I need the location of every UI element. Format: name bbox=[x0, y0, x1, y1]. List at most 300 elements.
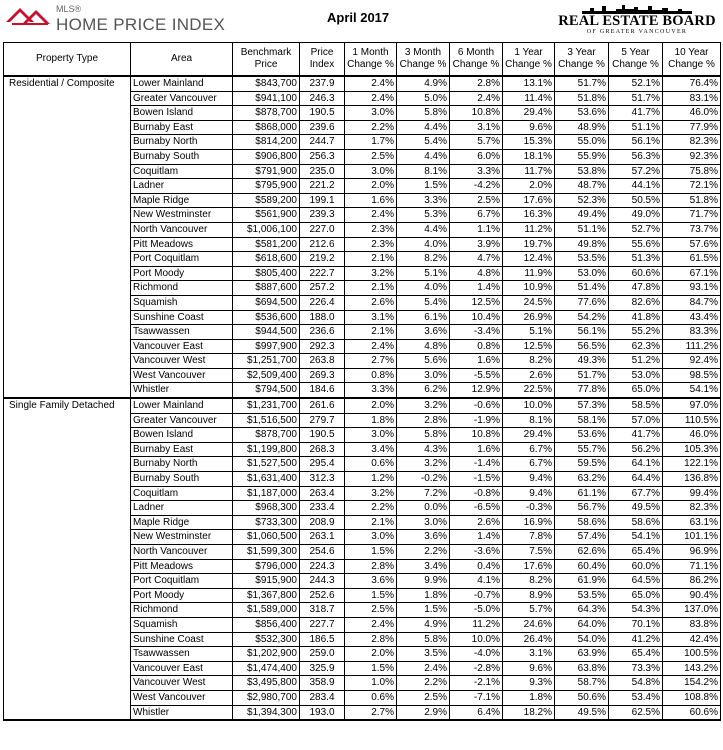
cell-area: Burnaby South bbox=[131, 472, 233, 487]
cell-5-year-change: 62.5% bbox=[609, 705, 663, 720]
cell-6-month-change: 1.4% bbox=[450, 530, 503, 545]
cell-5-year-change: 62.3% bbox=[609, 339, 663, 354]
cell-area: Pitt Meadows bbox=[131, 237, 233, 252]
cell-3-month-change: 5.8% bbox=[397, 106, 450, 121]
cell-area: Ladner bbox=[131, 501, 233, 516]
cell-6-month-change: 4.7% bbox=[450, 252, 503, 267]
cell-5-year-change: 65.0% bbox=[609, 383, 663, 398]
cell-6-month-change: 10.8% bbox=[450, 106, 503, 121]
cell-1-month-change: 2.5% bbox=[345, 149, 397, 164]
cell-5-year-change: 70.1% bbox=[609, 617, 663, 632]
cell-10-year-change: 82.3% bbox=[663, 135, 721, 150]
cell-1-year-change: 8.2% bbox=[503, 354, 555, 369]
cell-5-year-change: 55.2% bbox=[609, 325, 663, 340]
cell-6-month-change: -1.4% bbox=[450, 457, 503, 472]
cell-6-month-change: -6.5% bbox=[450, 501, 503, 516]
cell-10-year-change: 75.8% bbox=[663, 164, 721, 179]
cell-10-year-change: 154.2% bbox=[663, 676, 721, 691]
cell-5-year-change: 53.0% bbox=[609, 368, 663, 383]
cell-1-year-change: 8.2% bbox=[503, 574, 555, 589]
cell-1-year-change: 5.7% bbox=[503, 603, 555, 618]
cell-price-index: 263.1 bbox=[300, 530, 345, 545]
cell-6-month-change: 3.3% bbox=[450, 164, 503, 179]
cell-6-month-change: 10.4% bbox=[450, 310, 503, 325]
cell-6-month-change: -3.6% bbox=[450, 545, 503, 560]
cell-6-month-change: 4.1% bbox=[450, 574, 503, 589]
cell-6-month-change: -5.0% bbox=[450, 603, 503, 618]
cell-3-month-change: 3.2% bbox=[397, 398, 450, 413]
cell-3-year-change: 49.4% bbox=[555, 208, 609, 223]
cell-3-month-change: 1.8% bbox=[397, 588, 450, 603]
cell-benchmark-price: $1,599,300 bbox=[233, 545, 300, 560]
cell-3-month-change: 2.8% bbox=[397, 413, 450, 428]
cell-1-month-change: 0.6% bbox=[345, 457, 397, 472]
cell-area: New Westminster bbox=[131, 530, 233, 545]
cell-3-year-change: 52.3% bbox=[555, 193, 609, 208]
cell-5-year-change: 54.8% bbox=[609, 676, 663, 691]
cell-area: Burnaby East bbox=[131, 442, 233, 457]
cell-1-year-change: 17.6% bbox=[503, 193, 555, 208]
cell-benchmark-price: $618,600 bbox=[233, 252, 300, 267]
cell-3-year-change: 51.8% bbox=[555, 91, 609, 106]
cell-5-year-change: 49.0% bbox=[609, 208, 663, 223]
cell-1-year-change: -0.3% bbox=[503, 501, 555, 516]
cell-area: Vancouver West bbox=[131, 676, 233, 691]
cell-benchmark-price: $906,800 bbox=[233, 149, 300, 164]
column-header-3-month-change: 3 Month Change % bbox=[397, 43, 450, 77]
cell-3-month-change: 0.0% bbox=[397, 501, 450, 516]
column-header-price-index: Price Index bbox=[300, 43, 345, 77]
cell-3-year-change: 56.1% bbox=[555, 325, 609, 340]
cell-area: Maple Ridge bbox=[131, 193, 233, 208]
cell-price-index: 261.6 bbox=[300, 398, 345, 413]
cell-10-year-change: 43.4% bbox=[663, 310, 721, 325]
cell-1-month-change: 2.8% bbox=[345, 632, 397, 647]
cell-1-month-change: 2.7% bbox=[345, 354, 397, 369]
report-title: April 2017 bbox=[327, 10, 390, 25]
cell-10-year-change: 71.1% bbox=[663, 559, 721, 574]
cell-10-year-change: 90.4% bbox=[663, 588, 721, 603]
cell-5-year-change: 51.2% bbox=[609, 354, 663, 369]
cell-price-index: 279.7 bbox=[300, 413, 345, 428]
cell-1-year-change: 12.5% bbox=[503, 339, 555, 354]
cell-price-index: 188.0 bbox=[300, 310, 345, 325]
cell-1-month-change: 2.7% bbox=[345, 705, 397, 720]
cell-6-month-change: 0.8% bbox=[450, 339, 503, 354]
cell-1-month-change: 2.5% bbox=[345, 603, 397, 618]
cell-price-index: 227.7 bbox=[300, 617, 345, 632]
cell-3-month-change: 1.5% bbox=[397, 603, 450, 618]
cell-6-month-change: -2.1% bbox=[450, 676, 503, 691]
cell-benchmark-price: $796,000 bbox=[233, 559, 300, 574]
cell-1-year-change: 10.9% bbox=[503, 281, 555, 296]
cell-3-year-change: 62.6% bbox=[555, 545, 609, 560]
report-header bbox=[0, 0, 723, 42]
cell-1-month-change: 2.1% bbox=[345, 325, 397, 340]
cell-benchmark-price: $968,300 bbox=[233, 501, 300, 516]
cell-1-year-change: 7.8% bbox=[503, 530, 555, 545]
cell-6-month-change: 10.0% bbox=[450, 632, 503, 647]
cell-3-month-change: 5.3% bbox=[397, 208, 450, 223]
cell-1-month-change: 1.6% bbox=[345, 193, 397, 208]
cell-3-month-change: 5.4% bbox=[397, 295, 450, 310]
cell-benchmark-price: $1,060,500 bbox=[233, 530, 300, 545]
cell-price-index: 186.5 bbox=[300, 632, 345, 647]
cell-10-year-change: 92.4% bbox=[663, 354, 721, 369]
cell-6-month-change: 6.4% bbox=[450, 705, 503, 720]
cell-3-year-change: 51.7% bbox=[555, 76, 609, 91]
cell-3-year-change: 55.0% bbox=[555, 135, 609, 150]
cell-benchmark-price: $856,400 bbox=[233, 617, 300, 632]
cell-price-index: 236.6 bbox=[300, 325, 345, 340]
cell-3-month-change: 3.2% bbox=[397, 457, 450, 472]
cell-1-year-change: 12.4% bbox=[503, 252, 555, 267]
cell-benchmark-price: $878,700 bbox=[233, 428, 300, 443]
cell-3-month-change: 5.8% bbox=[397, 632, 450, 647]
cell-1-year-change: 17.6% bbox=[503, 559, 555, 574]
cell-price-index: 237.9 bbox=[300, 76, 345, 91]
cell-5-year-change: 56.2% bbox=[609, 442, 663, 457]
column-header-property-type: Property Type bbox=[4, 43, 131, 77]
cell-5-year-change: 55.6% bbox=[609, 237, 663, 252]
cell-6-month-change: -5.5% bbox=[450, 368, 503, 383]
cell-1-year-change: 13.1% bbox=[503, 76, 555, 91]
cell-1-year-change: 26.4% bbox=[503, 632, 555, 647]
cell-price-index: 268.3 bbox=[300, 442, 345, 457]
cell-1-year-change: 9.6% bbox=[503, 120, 555, 135]
cell-1-month-change: 2.4% bbox=[345, 91, 397, 106]
cell-1-month-change: 2.1% bbox=[345, 281, 397, 296]
cell-5-year-change: 58.6% bbox=[609, 515, 663, 530]
cell-1-month-change: 1.8% bbox=[345, 413, 397, 428]
cell-1-month-change: 3.2% bbox=[345, 266, 397, 281]
cell-3-year-change: 57.4% bbox=[555, 530, 609, 545]
cell-3-year-change: 48.7% bbox=[555, 179, 609, 194]
cell-benchmark-price: $1,251,700 bbox=[233, 354, 300, 369]
cell-3-year-change: 53.5% bbox=[555, 588, 609, 603]
cell-3-month-change: 5.1% bbox=[397, 266, 450, 281]
cell-area: Port Coquitlam bbox=[131, 252, 233, 267]
cell-6-month-change: -4.0% bbox=[450, 647, 503, 662]
cell-1-year-change: 5.1% bbox=[503, 325, 555, 340]
cell-5-year-change: 57.0% bbox=[609, 413, 663, 428]
cell-10-year-change: 46.0% bbox=[663, 106, 721, 121]
cell-3-month-change: 2.9% bbox=[397, 705, 450, 720]
cell-5-year-change: 58.5% bbox=[609, 398, 663, 413]
cell-1-year-change: 9.6% bbox=[503, 661, 555, 676]
cell-1-year-change: 2.6% bbox=[503, 368, 555, 383]
cell-10-year-change: 97.0% bbox=[663, 398, 721, 413]
cell-3-year-change: 60.4% bbox=[555, 559, 609, 574]
cell-6-month-change: 1.4% bbox=[450, 281, 503, 296]
cell-area: North Vancouver bbox=[131, 545, 233, 560]
cell-3-year-change: 61.9% bbox=[555, 574, 609, 589]
cell-benchmark-price: $1,527,500 bbox=[233, 457, 300, 472]
cell-3-year-change: 53.0% bbox=[555, 266, 609, 281]
cell-1-month-change: 3.6% bbox=[345, 574, 397, 589]
cell-1-month-change: 1.5% bbox=[345, 661, 397, 676]
cell-1-month-change: 3.0% bbox=[345, 106, 397, 121]
cell-area: Whistler bbox=[131, 705, 233, 720]
cell-1-year-change: 19.7% bbox=[503, 237, 555, 252]
cell-3-year-change: 54.2% bbox=[555, 310, 609, 325]
cell-price-index: 224.3 bbox=[300, 559, 345, 574]
cell-3-year-change: 51.7% bbox=[555, 368, 609, 383]
cell-5-year-change: 64.5% bbox=[609, 574, 663, 589]
property-type-cell: Residential / Composite bbox=[4, 76, 131, 398]
cell-3-month-change: 5.0% bbox=[397, 91, 450, 106]
cell-10-year-change: 143.2% bbox=[663, 661, 721, 676]
cell-3-year-change: 63.9% bbox=[555, 647, 609, 662]
cell-price-index: 295.4 bbox=[300, 457, 345, 472]
cell-1-year-change: 29.4% bbox=[503, 428, 555, 443]
cell-price-index: 235.0 bbox=[300, 164, 345, 179]
cell-10-year-change: 77.9% bbox=[663, 120, 721, 135]
cell-1-month-change: 2.0% bbox=[345, 647, 397, 662]
cell-benchmark-price: $1,394,300 bbox=[233, 705, 300, 720]
cell-6-month-change: 6.7% bbox=[450, 208, 503, 223]
cell-price-index: 219.2 bbox=[300, 252, 345, 267]
cell-area: West Vancouver bbox=[131, 690, 233, 705]
cell-5-year-change: 41.7% bbox=[609, 428, 663, 443]
cell-3-year-change: 49.3% bbox=[555, 354, 609, 369]
cell-price-index: 221.2 bbox=[300, 179, 345, 194]
cell-1-month-change: 3.0% bbox=[345, 428, 397, 443]
cell-6-month-change: -4.2% bbox=[450, 179, 503, 194]
cell-6-month-change: 2.8% bbox=[450, 76, 503, 91]
cell-price-index: 263.8 bbox=[300, 354, 345, 369]
cell-6-month-change: 10.8% bbox=[450, 428, 503, 443]
cell-price-index: 184.6 bbox=[300, 383, 345, 398]
cell-10-year-change: 60.6% bbox=[663, 705, 721, 720]
cell-5-year-change: 65.4% bbox=[609, 545, 663, 560]
hpi-table bbox=[3, 42, 721, 721]
cell-10-year-change: 71.7% bbox=[663, 208, 721, 223]
cell-3-year-change: 59.5% bbox=[555, 457, 609, 472]
cell-area: North Vancouver bbox=[131, 222, 233, 237]
cell-1-month-change: 2.2% bbox=[345, 501, 397, 516]
cell-benchmark-price: $794,500 bbox=[233, 383, 300, 398]
cell-benchmark-price: $1,006,100 bbox=[233, 222, 300, 237]
cell-5-year-change: 47.8% bbox=[609, 281, 663, 296]
cell-6-month-change: 2.6% bbox=[450, 515, 503, 530]
cell-1-year-change: 24.6% bbox=[503, 617, 555, 632]
cell-area: Tsawwassen bbox=[131, 325, 233, 340]
cell-price-index: 292.3 bbox=[300, 339, 345, 354]
cell-price-index: 212.6 bbox=[300, 237, 345, 252]
cell-6-month-change: 12.9% bbox=[450, 383, 503, 398]
cell-benchmark-price: $733,300 bbox=[233, 515, 300, 530]
cell-area: Sunshine Coast bbox=[131, 310, 233, 325]
cell-10-year-change: 57.6% bbox=[663, 237, 721, 252]
cell-10-year-change: 108.8% bbox=[663, 690, 721, 705]
cell-1-month-change: 0.6% bbox=[345, 690, 397, 705]
cell-price-index: 358.9 bbox=[300, 676, 345, 691]
cell-10-year-change: 54.1% bbox=[663, 383, 721, 398]
cell-benchmark-price: $1,367,800 bbox=[233, 588, 300, 603]
cell-area: Port Coquitlam bbox=[131, 574, 233, 589]
cell-1-month-change: 1.2% bbox=[345, 472, 397, 487]
cell-3-year-change: 58.7% bbox=[555, 676, 609, 691]
cell-area: Coquitlam bbox=[131, 164, 233, 179]
cell-10-year-change: 42.4% bbox=[663, 632, 721, 647]
cell-3-year-change: 54.0% bbox=[555, 632, 609, 647]
cell-area: Bowen Island bbox=[131, 428, 233, 443]
column-header-1-year-change: 1 Year Change % bbox=[503, 43, 555, 77]
cell-1-month-change: 1.5% bbox=[345, 588, 397, 603]
cell-10-year-change: 84.7% bbox=[663, 295, 721, 310]
cell-1-month-change: 2.8% bbox=[345, 559, 397, 574]
cell-price-index: 246.3 bbox=[300, 91, 345, 106]
cell-10-year-change: 46.0% bbox=[663, 428, 721, 443]
cell-3-month-change: 5.4% bbox=[397, 135, 450, 150]
cell-3-year-change: 77.8% bbox=[555, 383, 609, 398]
cell-5-year-change: 56.3% bbox=[609, 149, 663, 164]
cell-area: Vancouver East bbox=[131, 339, 233, 354]
mls-hpi-logo bbox=[4, 2, 234, 38]
column-header-10-year-change: 10 Year Change % bbox=[663, 43, 721, 77]
cell-5-year-change: 57.2% bbox=[609, 164, 663, 179]
cell-3-month-change: 7.2% bbox=[397, 486, 450, 501]
cell-benchmark-price: $1,516,500 bbox=[233, 413, 300, 428]
cell-price-index: 318.7 bbox=[300, 603, 345, 618]
cell-benchmark-price: $2,980,700 bbox=[233, 690, 300, 705]
cell-6-month-change: 0.4% bbox=[450, 559, 503, 574]
cell-10-year-change: 92.3% bbox=[663, 149, 721, 164]
cell-benchmark-price: $2,509,400 bbox=[233, 368, 300, 383]
cell-3-year-change: 61.1% bbox=[555, 486, 609, 501]
cell-price-index: 263.4 bbox=[300, 486, 345, 501]
cell-area: Richmond bbox=[131, 603, 233, 618]
cell-6-month-change: -7.1% bbox=[450, 690, 503, 705]
cell-1-year-change: 6.7% bbox=[503, 457, 555, 472]
cell-3-month-change: 2.4% bbox=[397, 661, 450, 676]
cell-1-year-change: 9.3% bbox=[503, 676, 555, 691]
cell-5-year-change: 41.2% bbox=[609, 632, 663, 647]
cell-1-year-change: 15.3% bbox=[503, 135, 555, 150]
cell-area: Lower Mainland bbox=[131, 398, 233, 413]
column-header-6-month-change: 6 Month Change % bbox=[450, 43, 503, 77]
cell-10-year-change: 136.8% bbox=[663, 472, 721, 487]
cell-3-year-change: 57.3% bbox=[555, 398, 609, 413]
cell-benchmark-price: $795,900 bbox=[233, 179, 300, 194]
cell-price-index: 190.5 bbox=[300, 428, 345, 443]
column-header-area: Area bbox=[131, 43, 233, 77]
cell-6-month-change: 2.5% bbox=[450, 193, 503, 208]
cell-3-month-change: 4.0% bbox=[397, 237, 450, 252]
cell-3-month-change: 5.8% bbox=[397, 428, 450, 443]
table-row bbox=[4, 398, 721, 413]
cell-6-month-change: -3.4% bbox=[450, 325, 503, 340]
cell-area: Burnaby North bbox=[131, 457, 233, 472]
cell-1-year-change: 2.0% bbox=[503, 179, 555, 194]
cell-3-year-change: 56.5% bbox=[555, 339, 609, 354]
cell-1-month-change: 1.0% bbox=[345, 676, 397, 691]
cell-area: Greater Vancouver bbox=[131, 91, 233, 106]
cell-5-year-change: 49.5% bbox=[609, 501, 663, 516]
cell-3-month-change: 1.5% bbox=[397, 179, 450, 194]
cell-1-year-change: 22.5% bbox=[503, 383, 555, 398]
cell-benchmark-price: $536,600 bbox=[233, 310, 300, 325]
cell-10-year-change: 110.5% bbox=[663, 413, 721, 428]
cell-3-month-change: 4.4% bbox=[397, 120, 450, 135]
cell-6-month-change: 1.6% bbox=[450, 354, 503, 369]
cell-benchmark-price: $1,589,000 bbox=[233, 603, 300, 618]
cell-3-month-change: 4.4% bbox=[397, 149, 450, 164]
cell-3-year-change: 51.4% bbox=[555, 281, 609, 296]
cell-5-year-change: 52.1% bbox=[609, 76, 663, 91]
cell-5-year-change: 50.5% bbox=[609, 193, 663, 208]
cell-5-year-change: 53.4% bbox=[609, 690, 663, 705]
cell-price-index: 269.3 bbox=[300, 368, 345, 383]
cell-1-month-change: 2.0% bbox=[345, 179, 397, 194]
cell-6-month-change: -0.7% bbox=[450, 588, 503, 603]
cell-5-year-change: 52.7% bbox=[609, 222, 663, 237]
cell-3-month-change: 3.6% bbox=[397, 325, 450, 340]
cell-3-month-change: 3.6% bbox=[397, 530, 450, 545]
cell-1-month-change: 3.3% bbox=[345, 383, 397, 398]
cell-benchmark-price: $3,495,800 bbox=[233, 676, 300, 691]
cell-3-year-change: 64.3% bbox=[555, 603, 609, 618]
cell-5-year-change: 51.1% bbox=[609, 120, 663, 135]
cell-benchmark-price: $694,500 bbox=[233, 295, 300, 310]
cell-area: Lower Mainland bbox=[131, 76, 233, 91]
cell-5-year-change: 44.1% bbox=[609, 179, 663, 194]
cell-price-index: 244.3 bbox=[300, 574, 345, 589]
cell-1-year-change: 16.9% bbox=[503, 515, 555, 530]
cell-3-month-change: 4.4% bbox=[397, 222, 450, 237]
cell-6-month-change: -1.9% bbox=[450, 413, 503, 428]
cell-3-month-change: 4.9% bbox=[397, 617, 450, 632]
cell-1-month-change: 3.0% bbox=[345, 530, 397, 545]
cell-1-year-change: 10.0% bbox=[503, 398, 555, 413]
cell-area: Squamish bbox=[131, 295, 233, 310]
cell-6-month-change: 3.9% bbox=[450, 237, 503, 252]
cell-1-year-change: 7.5% bbox=[503, 545, 555, 560]
cell-5-year-change: 54.3% bbox=[609, 603, 663, 618]
cell-benchmark-price: $1,187,000 bbox=[233, 486, 300, 501]
cell-6-month-change: -0.6% bbox=[450, 398, 503, 413]
cell-area: Burnaby East bbox=[131, 120, 233, 135]
cell-area: Port Moody bbox=[131, 266, 233, 281]
cell-area: New Westminster bbox=[131, 208, 233, 223]
cell-price-index: 244.7 bbox=[300, 135, 345, 150]
cell-6-month-change: 3.1% bbox=[450, 120, 503, 135]
cell-1-year-change: 11.4% bbox=[503, 91, 555, 106]
cell-5-year-change: 51.7% bbox=[609, 91, 663, 106]
cell-3-year-change: 55.7% bbox=[555, 442, 609, 457]
cell-10-year-change: 99.4% bbox=[663, 486, 721, 501]
cell-5-year-change: 82.6% bbox=[609, 295, 663, 310]
cell-10-year-change: 83.3% bbox=[663, 325, 721, 340]
cell-10-year-change: 100.5% bbox=[663, 647, 721, 662]
cell-10-year-change: 96.9% bbox=[663, 545, 721, 560]
cell-price-index: 193.0 bbox=[300, 705, 345, 720]
cell-3-year-change: 63.2% bbox=[555, 472, 609, 487]
cell-1-month-change: 2.4% bbox=[345, 339, 397, 354]
cell-area: Burnaby North bbox=[131, 135, 233, 150]
cell-3-year-change: 58.6% bbox=[555, 515, 609, 530]
cell-10-year-change: 73.7% bbox=[663, 222, 721, 237]
cell-10-year-change: 61.5% bbox=[663, 252, 721, 267]
cell-price-index: 259.0 bbox=[300, 647, 345, 662]
cell-3-year-change: 49.5% bbox=[555, 705, 609, 720]
cell-price-index: 226.4 bbox=[300, 295, 345, 310]
logo-mls-text: MLS® bbox=[56, 4, 82, 14]
cell-6-month-change: 5.7% bbox=[450, 135, 503, 150]
cell-3-month-change: 8.2% bbox=[397, 252, 450, 267]
cell-5-year-change: 41.7% bbox=[609, 106, 663, 121]
